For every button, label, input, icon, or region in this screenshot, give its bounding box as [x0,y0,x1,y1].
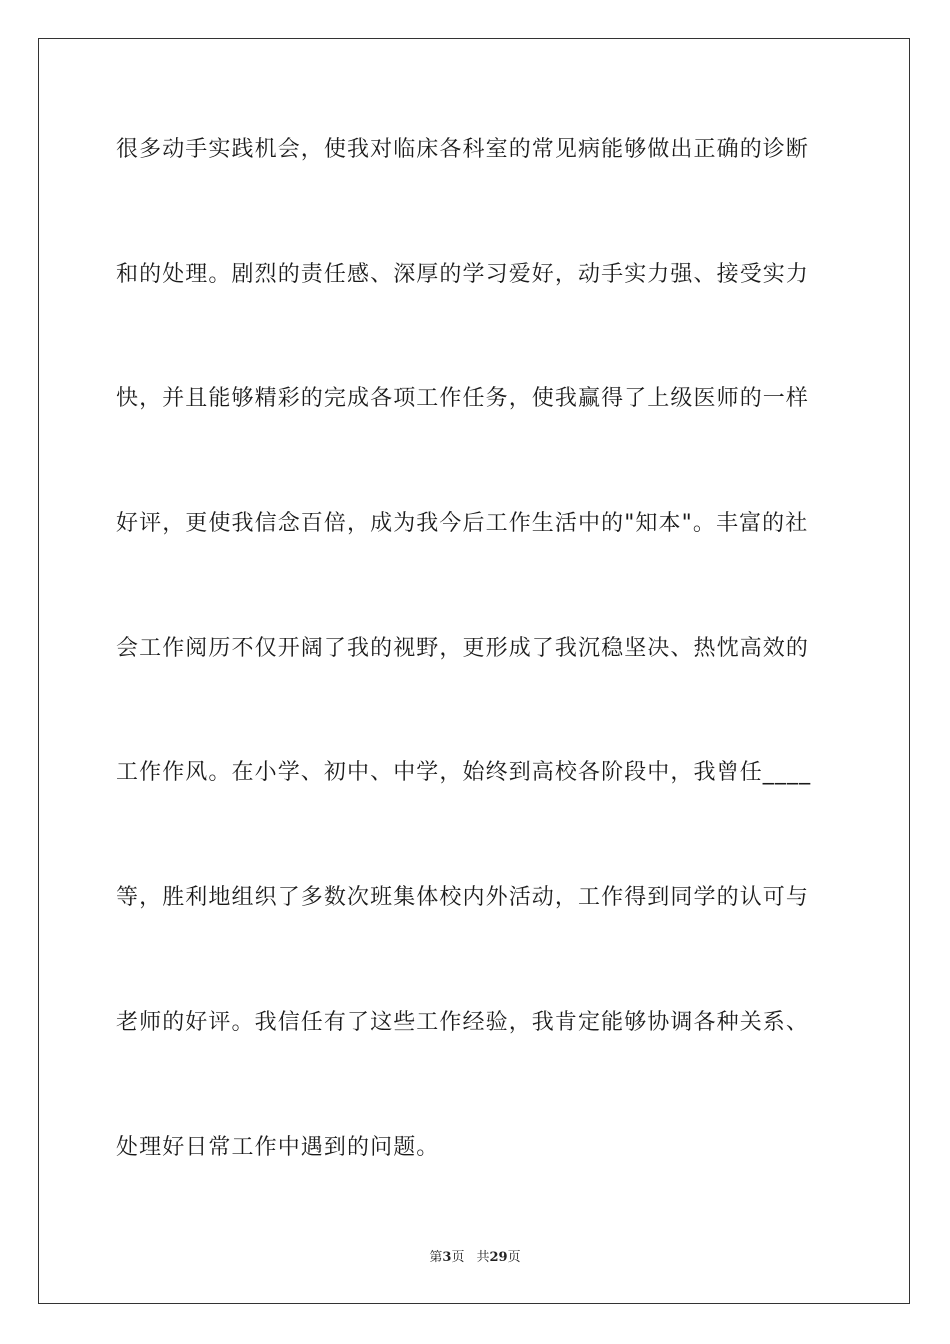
page-footer [0,1246,950,1265]
body-paragraph [116,126,836,1248]
total-prefix: 共 [476,1250,490,1265]
text-line: 和的处理。剧烈的责任感、深厚的学习爱好，动手实力强、接受实力 [116,261,810,287]
page-prefix: 第 [429,1250,443,1265]
current-page: 3 [442,1250,452,1265]
total-suffix: 页 [507,1250,521,1265]
text-line: 老师的好评。我信任有了这些工作经验，我肯定能够协调各种关系、 [116,1009,810,1035]
text-line: 好评，更使我信念百倍，成为我今后工作生活中的"知本"。丰富的社 [116,511,809,537]
text-line: 工作作风。在小学、初中、中学，始终到高校各阶段中，我曾任____ [116,760,812,786]
page-number [429,1250,464,1265]
text-line: 会工作阅历不仅开阔了我的视野，更形成了我沉稳坚决、热忱高效的 [116,635,810,661]
page-suffix: 页 [451,1250,465,1265]
text-line: 等，胜利地组织了多数次班集体校内外活动，工作得到同学的认可与 [116,885,810,911]
text-line: 快，并且能够精彩的完成各项工作任务，使我赢得了上级医师的一样 [116,386,810,412]
total-page-count: 29 [489,1250,508,1265]
text-line: 很多动手实践机会，使我对临床各科室的常见病能够做出正确的诊断 [116,137,810,162]
total-pages [476,1250,520,1265]
text-line: 处理好日常工作中遇到的问题。 [116,1134,440,1160]
